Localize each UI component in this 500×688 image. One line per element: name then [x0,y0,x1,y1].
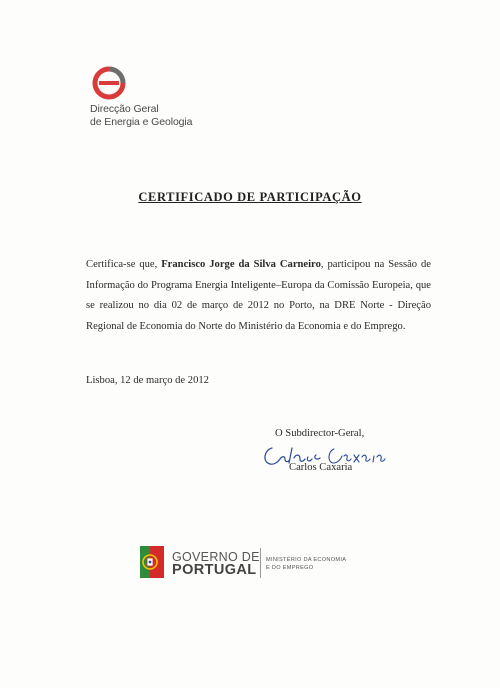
body-intro: Certifica-se que, [86,259,162,270]
dgeg-logo [90,66,250,130]
ministry-line1: MINISTÉRIO DA ECONOMIA [266,557,347,563]
ministry-line2: E DO EMPREGO [266,565,314,571]
footer-divider [260,548,261,578]
portugal-emblem-icon [140,546,164,578]
place-date: Lisboa, 12 de março de 2012 [86,375,209,386]
participant-name: Francisco Jorge da Silva Carneiro [161,259,321,270]
government-footer [140,546,380,586]
gov-line2: PORTUGAL [172,562,257,578]
body-rest: , participou na Sessão de Informação do Programa Energia Inteligente–Europa da Comissão Europeia, que se realizou no dia 02 de março de 2012 no Porto, na DRE Norte - Direção Regional de Economia do Norte do Ministério da Economia e do Emprego. [86,259,431,332]
signatory-role: O Subdirector-Geral, [275,428,365,439]
org-name [90,103,192,128]
document-title: CERTIFICADO DE PARTICIPAÇÃO [138,190,362,204]
org-name-line2: de Energia e Geologia [90,115,193,128]
signatory-name: Carlos Caxaria [289,462,353,473]
gov-line1: GOVERNO DE [172,550,260,564]
dgeg-logo-icon [92,66,126,100]
org-name-line1: Direcção Geral [90,103,159,115]
certificate-body [86,255,431,337]
